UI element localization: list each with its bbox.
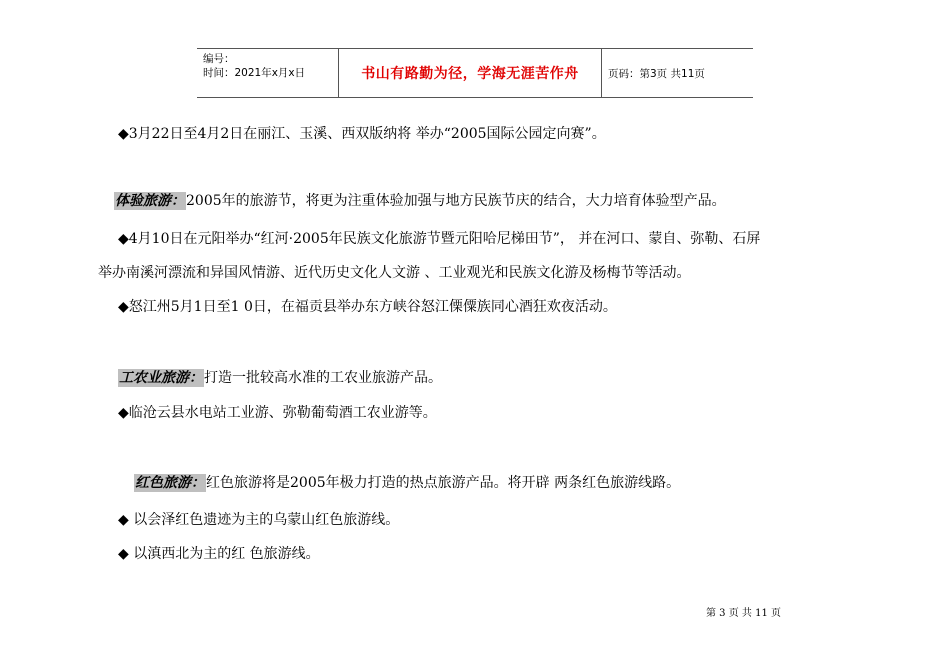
section-label-industrial: 工农业旅游： [119,370,203,386]
header-number-label: 编号： [203,53,235,65]
page-header [197,48,753,98]
paragraph-experience-tourism [114,191,726,211]
paragraph-lincang: ◆临沧云县水电站工业游、弥勒葡萄酒工农业游等。 [118,405,437,421]
paragraph-orienteering: ◆3月22日至4月2日在丽江、玉溪、西双版纳将 举办“2005国际公园定向赛”。 [118,126,606,142]
paragraph-honghe-line2: 举办南溪河漂流和异国风情游、近代历史文化人文游 、工业观光和民族文化游及杨梅节等活动。 [98,265,691,281]
paragraph-huize-route: ◆ 以会泽红色遗迹为主的乌蒙山红色旅游线。 [118,512,400,528]
section-text-experience: 2005年的旅游节，将更为注重体验加强与地方民族节庆的结合，大力培育体验型产品。 [186,193,726,209]
paragraph-industrial-tourism [118,368,442,388]
section-text-industrial: 打造一批较高水准的工农业旅游产品。 [204,370,442,386]
paragraph-honghe-line1: ◆4月10日在元阳举办“红河·2005年民族文化旅游节暨元阳哈尼梯田节”， 并在河口、蒙自、弥勒、石屏 [118,231,761,247]
section-text-red: 红色旅游将是2005年极力打造的热点旅游产品。将开辟 两条红色旅游线路。 [206,475,681,491]
header-page-code: 页码：第3页 共11页 [608,67,705,80]
header-time-label: 时间：2021年x月x日 [203,67,306,79]
section-label-red: 红色旅游： [135,475,205,491]
header-motto: 书山有路勤为径，学海无涯苦作舟 [339,49,602,97]
paragraph-red-tourism [134,473,680,493]
paragraph-northwest-route: ◆ 以滇西北为主的红 色旅游线。 [118,546,320,562]
section-label-experience: 体验旅游： [115,193,185,209]
page-footer: 第 3 页 共 11 页 [706,608,781,619]
header-meta [197,49,339,97]
paragraph-nujiang: ◆怒江州5月1日至1 0日，在福贡县举办东方峡谷怒江傈僳族同心酒狂欢夜活动。 [118,299,617,315]
